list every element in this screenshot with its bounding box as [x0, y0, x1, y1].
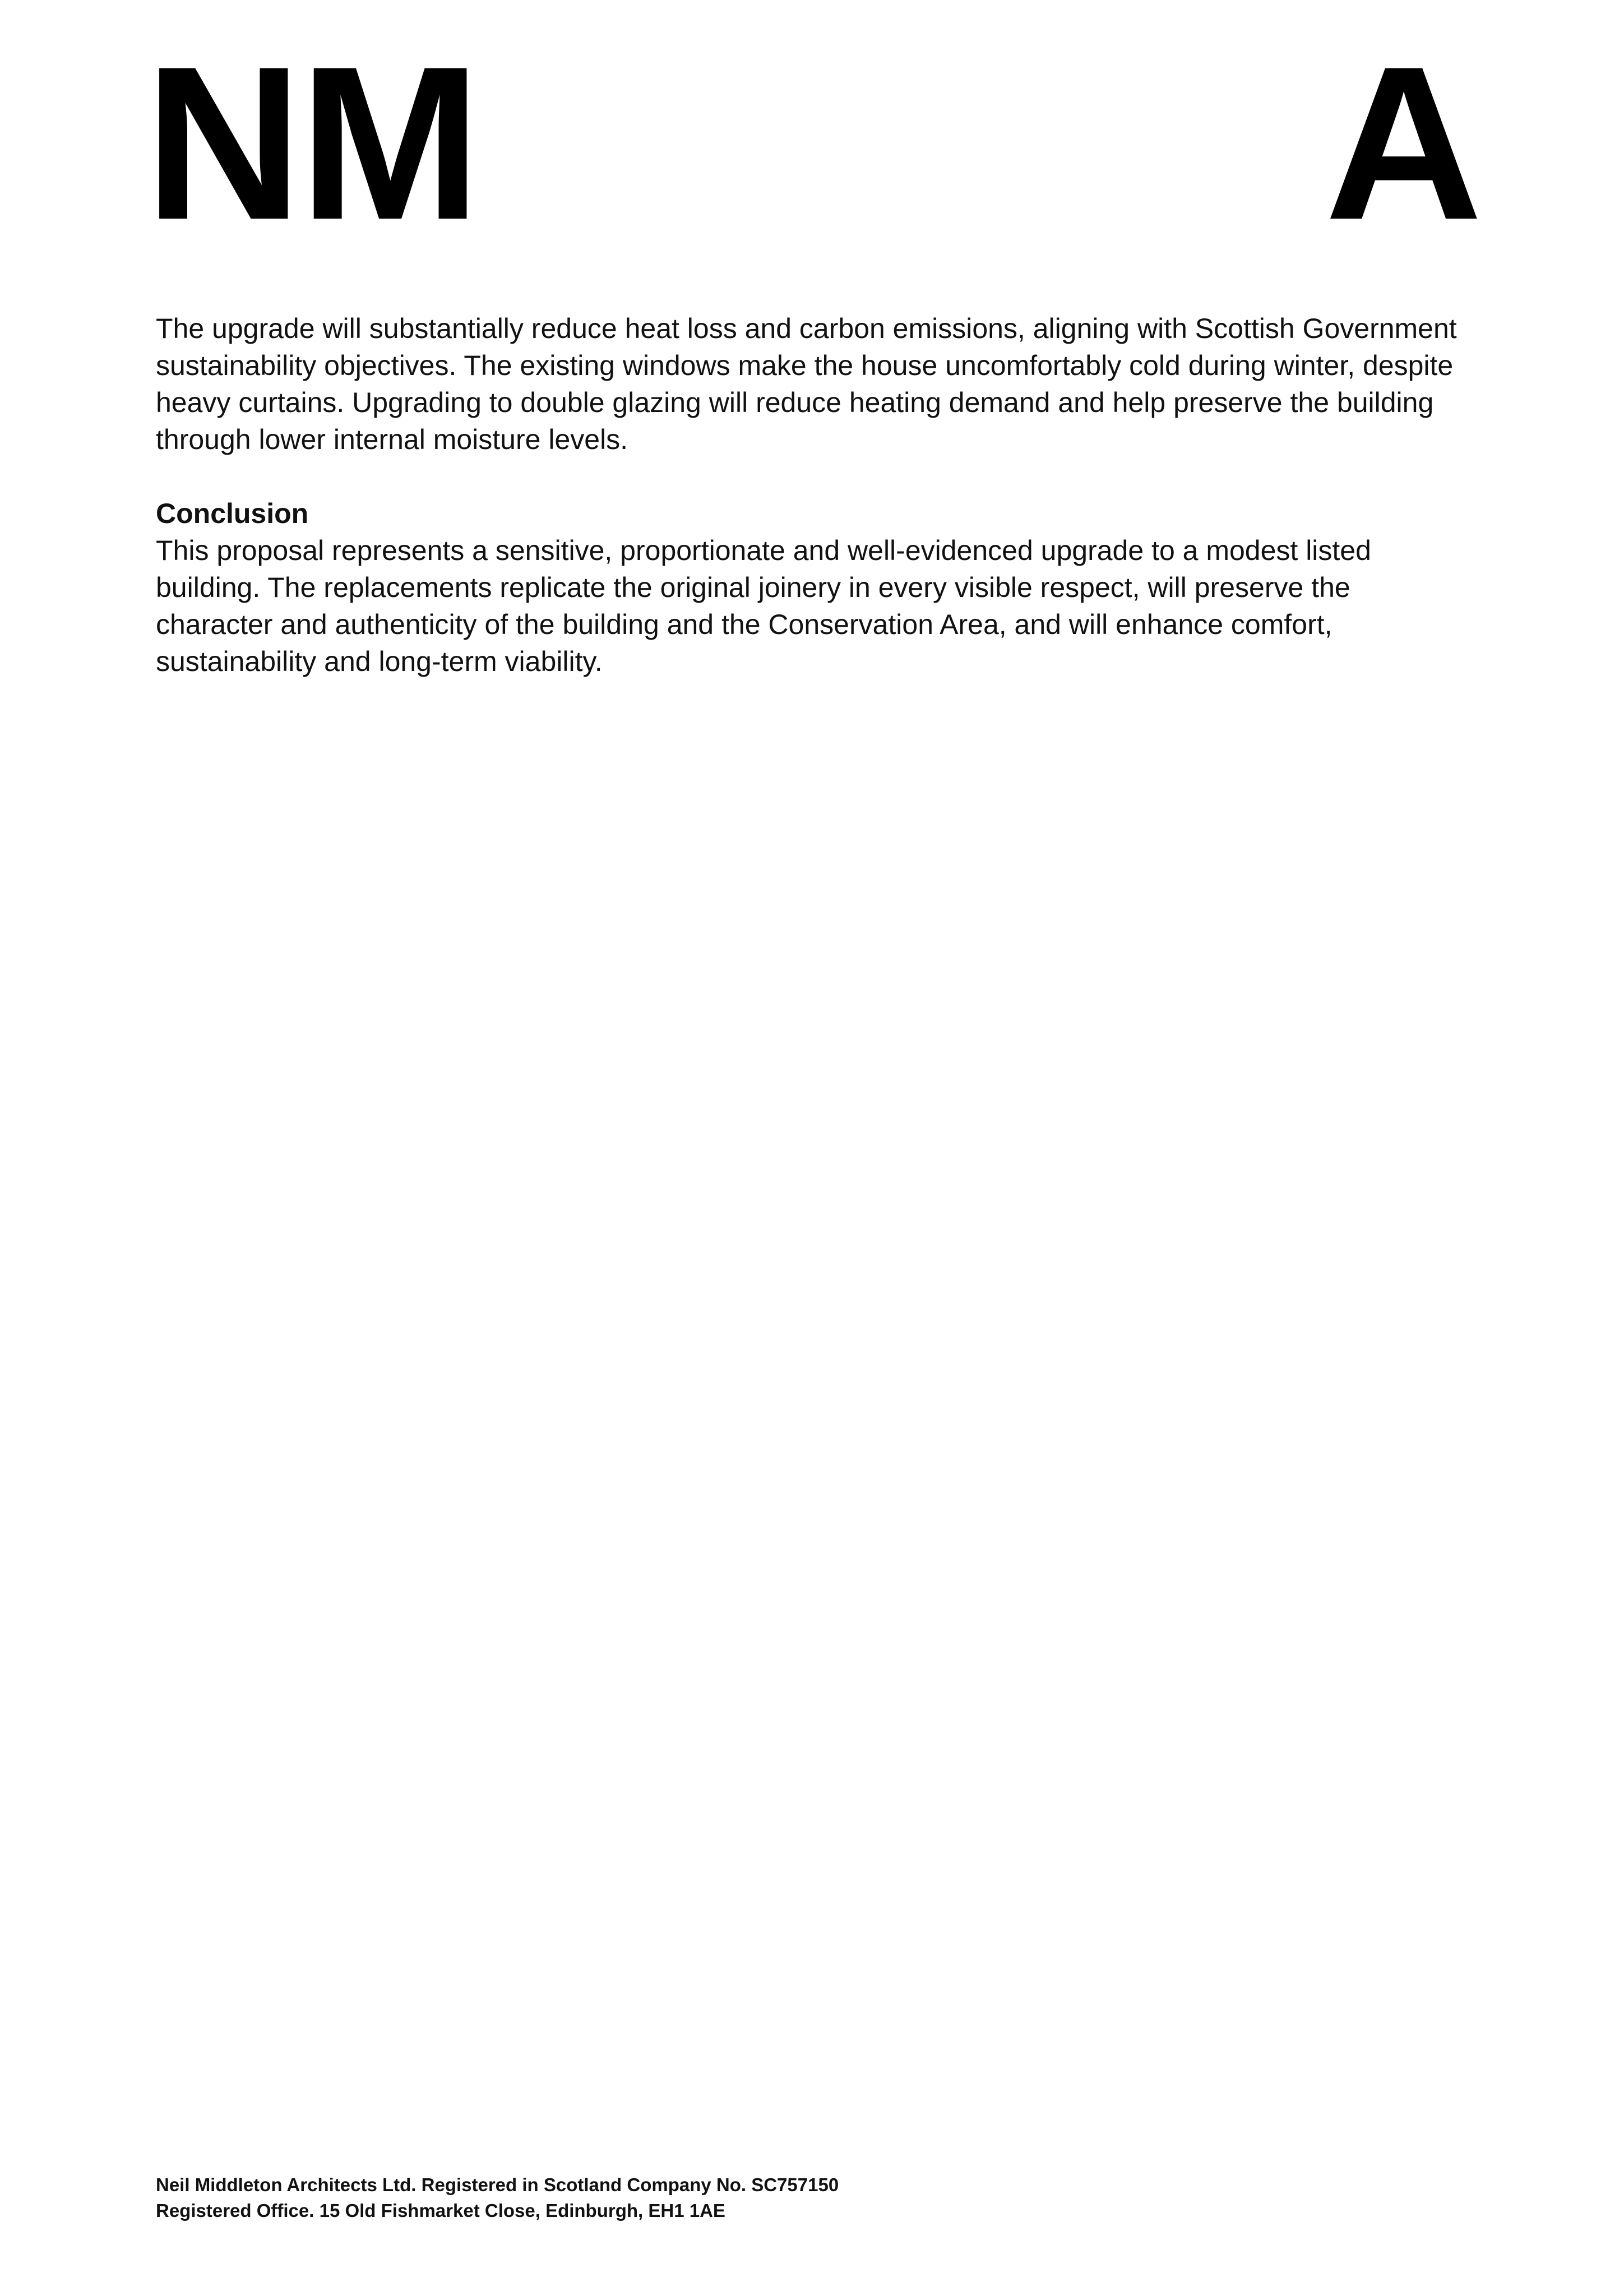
company-footer — [156, 2172, 1462, 2224]
footer-address-line: Registered Office. 15 Old Fishmarket Close, Edinburgh, EH1 1AE — [156, 2200, 725, 2221]
document-body — [156, 310, 1462, 680]
footer-registration-line: Neil Middleton Architects Ltd. Registered in Scotland Company No. SC757150 — [156, 2174, 839, 2195]
logo-letter-a: A — [1325, 21, 1479, 265]
logo-letters-nm: NM — [145, 21, 478, 265]
conclusion-heading: Conclusion — [156, 498, 309, 529]
conclusion-paragraph: This proposal represents a sensitive, proportionate and well-evidenced upgrade to a modest listed building. The replacements replicate the original joinery in every visible respect, will preserve the character and authenticity of the building and the Conservation Area, and will enhance comfort, sustainability and long-term viability. — [156, 535, 1371, 677]
paragraph-spacer — [156, 458, 1462, 495]
sustainability-paragraph: The upgrade will substantially reduce heat loss and carbon emissions, aligning with Scottish Government sustainability objectives. The existing windows make the house uncomfortably cold during winter, despite heavy curtains. Upgrading to double glazing will reduce heating demand and help preserve the building through lower internal moisture levels. — [156, 313, 1457, 455]
